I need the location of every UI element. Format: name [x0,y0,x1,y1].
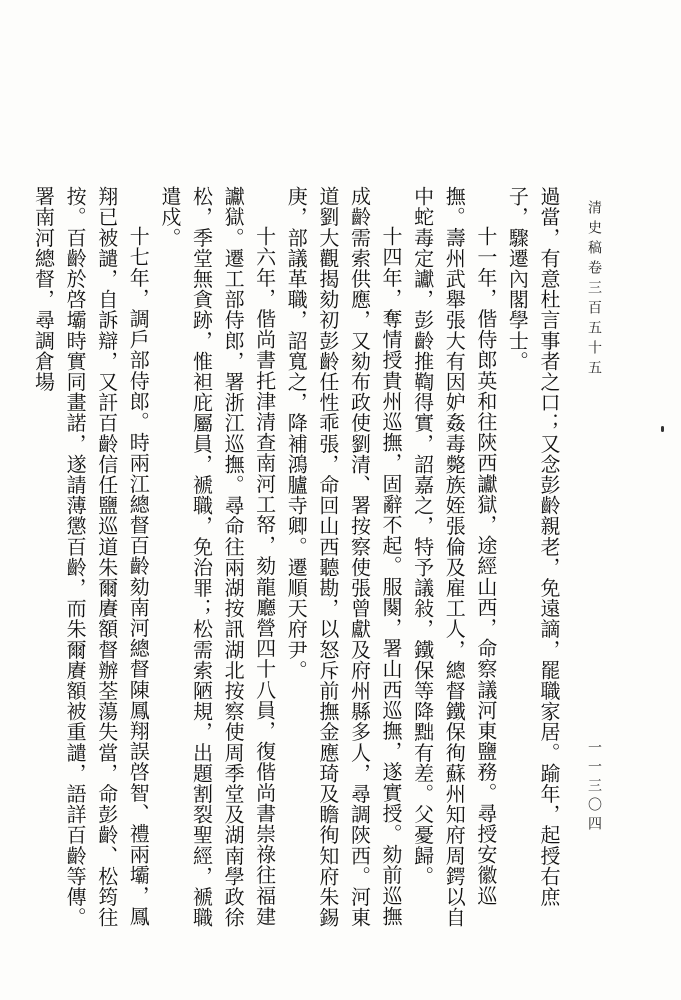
page-number: 一一三〇四 [586,740,602,835]
margin-mark [661,426,664,432]
paragraph-2: 十一年，偕侍郎英和往陝西讞獄，途經山西，命察議河東鹽務。尋授安徽巡撫。壽州武舉張大有因妒姦毒斃族姪張倫及雇工人，總督鐵保徇蘇州知府周鍔以自中蛇毒定讞，彭齡推鞫得實，詔嘉之，特予議敍，鐵保等降黜有差。父憂歸。 [410,186,498,928]
paragraph-5: 十七年，調戶部侍郎。時兩江總督百齡劾南河總督陳鳳翔誤啓智、禮兩壩，鳳翔已被譴，自訴辯，又訐百齡信任鹽巡道朱爾賡額督辦荃蕩失當，命彭齡、松筠往按。百齡於啓壩時實同畫諾，遂請薄懲百齡，而朱爾賡額被重譴，語詳百齡等傳。署南河總督，尋調倉場 [31,186,151,928]
paragraph-1: 過當，有意杜言事者之口；又念彭齡親老，免遠謫，罷職家居。踰年，起授右庶子，驟遷內閣學士。 [505,186,561,907]
body-text [31,186,564,942]
paragraph-3: 十四年，奪情授貴州巡撫，固辭不起。服闋，署山西巡撫，遂實授。劾前巡撫成齡需索供應，又劾布政使劉清、署按察使張曾獻及府州縣多人，尋調陝西。河東道劉大觀揭劾初彭齡任性乖張，命回山西聽勘，以怒斥前撫金應琦及瞻徇知府朱錫庚，部議革職，詔寬之，降補鴻臚寺卿。遷順天府尹。 [284,186,404,928]
running-header: 清史稿卷三百五十五 [586,200,602,380]
paragraph-4: 十六年，偕尚書托津清查南河工帑，劾龍廳營四十八員，復偕尚書崇祿往福建讞獄。遷工部侍郎，署浙江巡撫。尋命往兩湖按訊湖北按察使周季堂及湖南學政徐松，季堂無貪跡，惟袒庇屬員，褫職，免治罪；松需索陋規，出題割裂聖經，褫職遣戍。 [157,186,277,928]
